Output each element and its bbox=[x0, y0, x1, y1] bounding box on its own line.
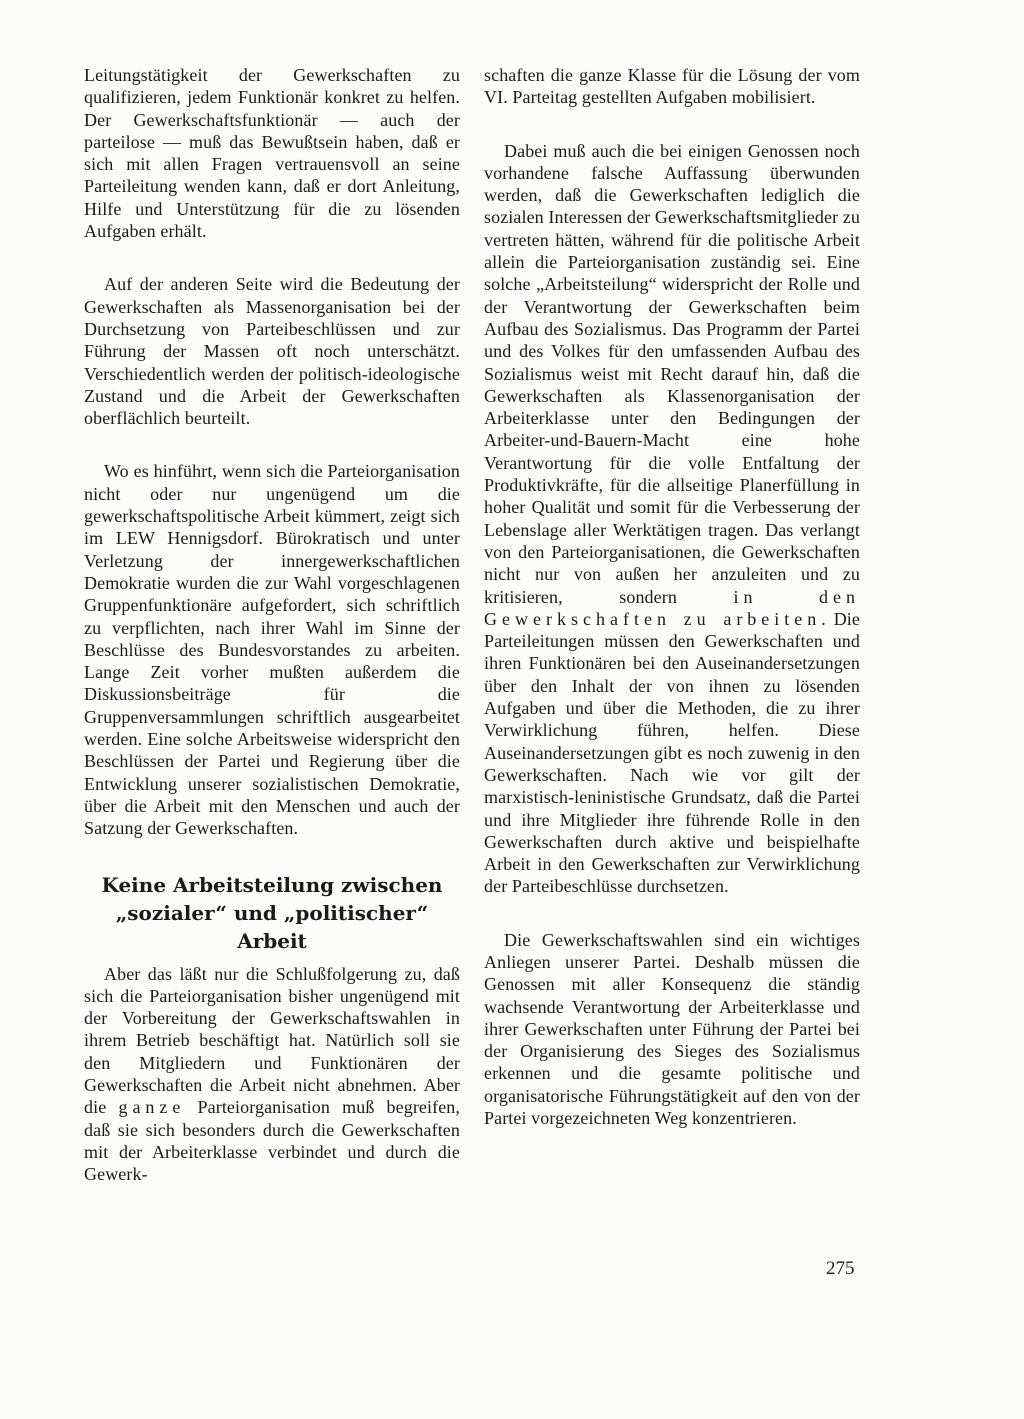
heading-line: Keine Arbeitsteilung zwischen bbox=[101, 872, 443, 897]
text-run: . Die Parteileitungen müssen den Gewerkschaften und ihren Funktionären bei den Auseinandersetzungen über den Inhalt der von ihnen zu lösenden Aufgaben und über die Methoden, die zu ihrer Verwirklichung führen, helfen. Diese Auseinandersetzungen gibt es noch zuwenig in den Gewerkschaften. Nach wie vor gilt der marxistisch-leninistische Grundsatz, daß die Partei und ihre Mitglieder ihre führende Rolle in den Gewerkschaften durch aktive und beispielhafte Arbeit in den Gewerkschaften zur Verwirklichung der Parteibeschlüsse durchsetzen. bbox=[484, 608, 860, 897]
paragraph: Leitungstätigkeit der Gewerkschaften zu qualifizieren, jedem Funktionär konkret zu helfen. Der Gewerkschaftsfunktionär — auch der parteilose — muß das Bewußtsein haben, daß er sich mit allen Fragen vertrauensvoll an seine Parteileitung wenden kann, daß er dort Anleitung, Hilfe und Unterstützung für die zu lösenden Aufgaben erhält. bbox=[84, 65, 460, 242]
emphasized-text: in den Gewerkschaften zu arbeiten bbox=[484, 586, 860, 629]
paragraph: schaften die ganze Klasse für die Lösung der vom VI. Parteitag gestellten Aufgaben mobilisiert. bbox=[484, 65, 860, 108]
text-run: Parteiorganisation muß begreifen, daß sie sich besonders durch die Gewerkschaften mit der Arbeiterklasse verbindet und durch die Gewerk- bbox=[84, 1097, 461, 1185]
left-column bbox=[84, 64, 460, 1216]
heading-line: „sozialer“ und „politischer“ Arbeit bbox=[115, 900, 429, 953]
paragraph: Auf der anderen Seite wird die Bedeutung der Gewerkschaften als Massenorganisation bei der Durchsetzung von Parteibeschlüssen und zur Führung der Massen oft noch unterschätzt. Verschiedentlich werden der politisch-ideologische Zustand und die Arbeit der Gewerkschaften oberflächlich beurteilt. bbox=[84, 274, 460, 429]
section-heading bbox=[84, 871, 460, 955]
paragraph bbox=[84, 963, 460, 1186]
emphasized-text: ganze bbox=[118, 1097, 186, 1118]
right-column bbox=[484, 64, 860, 1160]
paragraph: Die Gewerkschaftswahlen sind ein wichtiges Anliegen unserer Partei. Deshalb müssen die Genossen mit aller Konsequenz die ständig wachsende Verantwortung der Arbeiterklasse und ihrer Gewerkschaften unter Führung der Partei bei der Organisierung des Sieges des Sozialismus erkennen und die gesamte politische und organisatorische Führungstätigkeit auf den von der Partei vorgezeichneten Weg konzentrieren. bbox=[484, 929, 860, 1129]
paragraph: Wo es hinführt, wenn sich die Parteiorganisation nicht oder nur ungenügend um die gewerkschaftspolitische Arbeit kümmert, zeigt sich im LEW Hennigsdorf. Bürokratisch und unter Verletzung der innergewerkschaftlichen Demokratie wurden die zur Wahl vorgeschlagenen Gruppenfunktionäre aufgefordert, sich schriftlich zu verpflichten, nach ihrer Wahl im Sinne der Beschlüsse des Bundesvorstandes zu arbeiten. Lange Zeit vorher mußten außerdem die Diskussionsbeiträge für die Gruppenversammlungen schriftlich ausgearbeitet werden. Eine solche Arbeitsweise widerspricht den Beschlüssen der Partei und Regierung über die Entwicklung unserer sozialistischen Demokratie, über die Arbeit mit den Menschen und auch der Satzung der Gewerkschaften. bbox=[84, 461, 460, 839]
page-number: 275 bbox=[826, 1258, 855, 1279]
text-run: Aber das läßt nur die Schlußfolgerung zu, daß sich die Parteiorganisation bisher ungenügend mit der Vorbereitung der Gewerkschaftswahlen in ihrem Betrieb beschäftigt hat. Natürlich soll sie den Mitgliedern und Funktionären der Gewerkschaften die Arbeit nicht abnehmen. Aber die bbox=[84, 963, 460, 1118]
text-run: Dabei muß auch die bei einigen Genossen noch vorhandene falsche Auffassung überwunden werden, daß die Gewerkschaften lediglich die sozialen Interessen der Gewerkschaftsmitglieder zu vertreten hätten, während für die politische Arbeit allein die Parteiorganisation zuständig sei. Eine solche „Arbeitsteilung“ widerspricht der Rolle und der Verantwortung der Gewerkschaften beim Aufbau des Sozialismus. Das Programm der Partei und des Volkes für den umfassenden Aufbau des Sozialismus weist mit Recht darauf hin, daß die Gewerkschaften als Klassenorganisation der Arbeiterklasse unter den Bedingungen der Arbeiter-und-Bauern-Macht eine hohe Verantwortung für die volle Entfaltung der Produktivkräfte, für die allseitige Planerfüllung in hoher Qualität und somit für die Verbesserung der Lebenslage aller Werktätigen tragen. Das verlangt von den Parteiorganisationen, die Gewerkschaften nicht nur von außen her anzuleiten und zu kritisieren, sondern bbox=[484, 140, 860, 607]
paragraph bbox=[484, 140, 860, 898]
